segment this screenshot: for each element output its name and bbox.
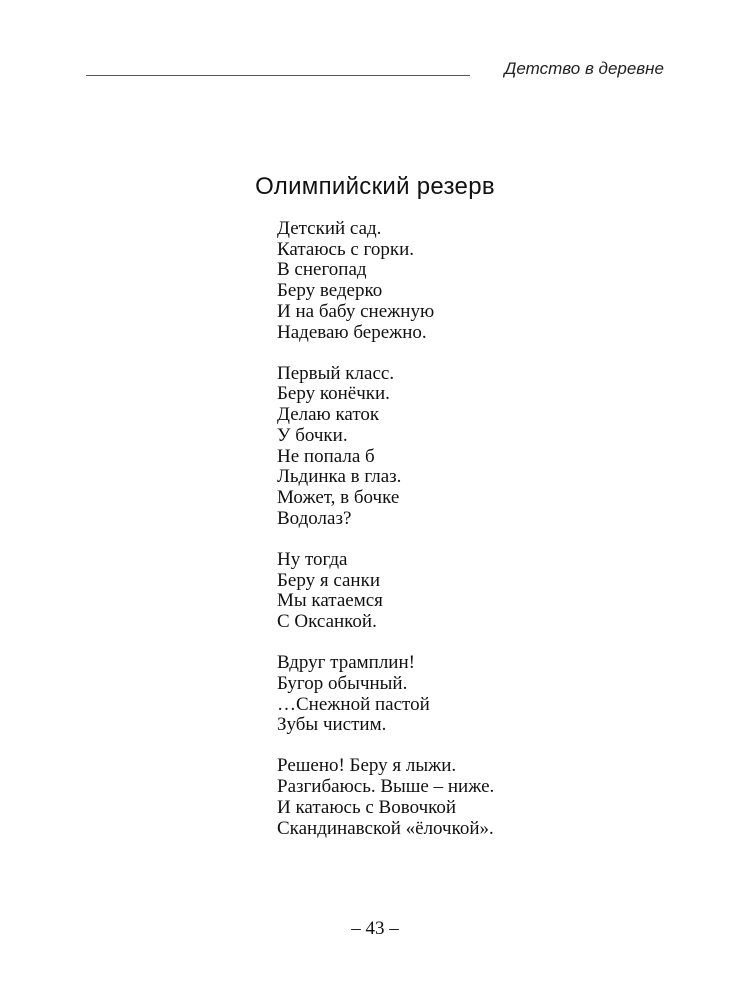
stanza-4 [277, 653, 677, 736]
poem-line: В снегопад [277, 259, 367, 281]
poem-line: И катаюсь с Вовочкой [277, 796, 457, 818]
poem-line: Может, в бочке [277, 486, 400, 508]
poem-line: Ну тогда [277, 548, 348, 570]
poem-line: Бугор обычный. [277, 672, 408, 694]
poem-line: Катаюсь с горки. [277, 238, 415, 260]
stanza-1 [277, 219, 677, 343]
poem-body [277, 219, 677, 860]
poem-line: Разгибаюсь. Выше – ниже. [277, 776, 495, 798]
poem-line: Делаю каток [277, 404, 380, 426]
poem-line: …Снежной пастой [277, 693, 430, 715]
stanza-2 [277, 364, 677, 530]
poem-title: Олимпийский резерв [255, 173, 495, 200]
poem-line: С Оксанкой. [277, 610, 377, 632]
running-head: Детство в деревне [504, 59, 664, 78]
stanza-3 [277, 550, 677, 633]
poem-line: Мы катаемся [277, 590, 383, 612]
poem-line: Не попала б [277, 445, 375, 467]
poem-line: И на бабу снежную [277, 300, 435, 322]
poem-line: У бочки. [277, 424, 348, 446]
poem-line: Беру я санки [277, 569, 380, 591]
header-rule [86, 75, 470, 76]
poem-line: Беру конёчки. [277, 383, 390, 405]
page-number: – 43 – [351, 918, 399, 939]
poem-line: Льдинка в глаз. [277, 466, 402, 488]
stanza-5 [277, 756, 677, 839]
poem-line: Детский сад. [277, 218, 382, 239]
poem-line: Водолаз? [277, 507, 352, 529]
poem-line: Вдруг трамплин! [277, 652, 415, 674]
poem-line: Надеваю бережно. [277, 321, 427, 343]
poem-line: Беру ведерко [277, 280, 383, 302]
poem-line: Решено! Беру я лыжи. [277, 755, 457, 777]
poem-line: Первый класс. [277, 362, 395, 384]
poem-line: Скандинавской «ёлочкой». [277, 817, 494, 839]
poem-line: Зубы чистим. [277, 714, 387, 736]
